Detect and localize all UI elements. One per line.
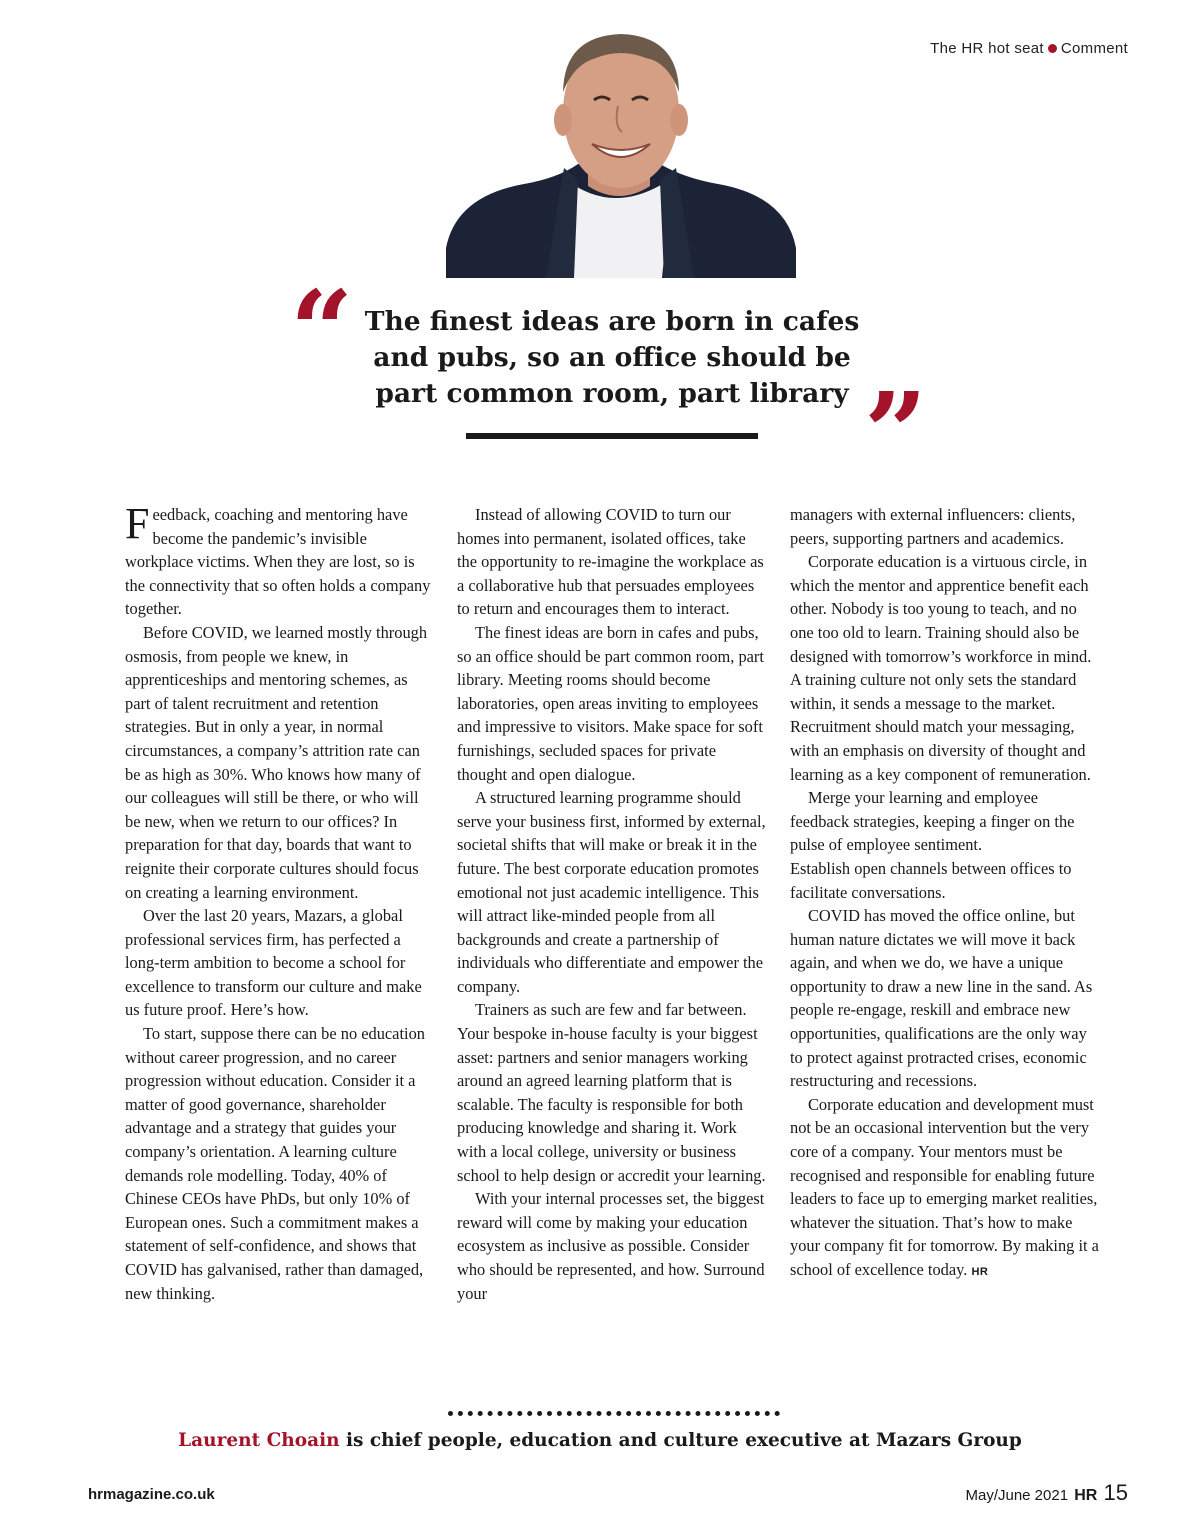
section-label: The HR hot seat bbox=[930, 40, 1044, 57]
drop-cap: F bbox=[125, 499, 150, 548]
bullet-dot-icon bbox=[1048, 44, 1057, 53]
article-column-3 bbox=[790, 503, 1100, 1285]
article-body bbox=[125, 499, 1100, 1363]
article-column-2 bbox=[457, 503, 767, 1305]
paragraph: Instead of allowing COVID to turn our homes into permanent, isolated offices, take the opportunity to re-imagine the workplace as a collaborative hub that persuades employees to return and encourages them to interact. bbox=[457, 505, 764, 619]
author-portrait bbox=[446, 18, 796, 278]
open-quote-mark: “ bbox=[290, 266, 354, 395]
paragraph: Before COVID, we learned mostly through osmosis, from people we knew, in apprenticeships and mentoring schemes, as part of talent recruitment and retention strategies. But in only a year, in normal circumstances, a company’s attrition rate can be as high as 30%. Who knows how many of our colleagues will still be there, or who will be new, when we return to our offices? In preparation for that day, boards that want to reignite their corporate cultures should focus on creating a learning environment. bbox=[125, 622, 428, 902]
end-mark: HR bbox=[971, 1266, 989, 1278]
paragraph: managers with external influencers: clients, peers, supporting partners and academics. bbox=[790, 505, 1076, 548]
article-column-1 bbox=[125, 499, 435, 1305]
website-link[interactable]: hrmagazine.co.uk bbox=[88, 1486, 215, 1503]
paragraph-text: Corporate education and development must not be an occasional intervention but the very core of a company. Your mentors must be recognised and responsible for enabling future leaders to face up to emerging market realities, whatever the situation. That’s how to make your company fit for tomorrow. By making it a school of excellence today. bbox=[790, 1094, 1099, 1279]
paragraph: Establish open channels between offices to facilitate conversations. bbox=[790, 858, 1072, 902]
author-bio bbox=[0, 1430, 1200, 1451]
paragraph bbox=[125, 499, 435, 621]
paragraph: With your internal processes set, the biggest reward will come by making your education ecosystem as inclusive as possible. Consider who should be represented, and how. Surround your bbox=[457, 1189, 765, 1303]
page-footer bbox=[965, 1480, 1128, 1506]
subsection-label: Comment bbox=[1060, 40, 1128, 57]
paragraph: COVID has moved the office online, but human nature dictates we will move it back again, and when we do, we have a unique opportunity to draw a new line in the sand. As people re-engage, reskill and embrace new opportunities, qualifications are the only way to protect against protracted crises, economic restructuring and recessions. bbox=[790, 906, 1093, 1091]
close-quote-mark: ” bbox=[864, 368, 928, 497]
magazine-brand: HR bbox=[1074, 1487, 1098, 1504]
pull-quote bbox=[290, 266, 940, 497]
issue-date: May/June 2021 bbox=[965, 1487, 1069, 1504]
paragraph: The finest ideas are born in cafes and pubs, so an office should be part common room, part library. Meeting rooms should become laboratories, open areas inviting to employees and impressive to visitors. Make space for soft furnishings, secluded spaces for private thought and open dialogue. bbox=[457, 622, 764, 784]
paragraph: A structured learning programme should serve your business first, informed by external, societal shifts that will make or break it in the future. The best corporate education promotes emotional not just academic intelligence. This will attract like-minded people from all backgrounds and create a partnership of individuals who differentiate and empower the company. bbox=[457, 788, 766, 996]
paragraph: To start, suppose there can be no education without career progression, and no career progression without education. Consider it a matter of good governance, shareholder advantage and a strategy that guides your company’s orientation. A learning culture demands role modelling. Today, 40% of Chinese CEOs have PhDs, but only 10% of European ones. Such a commitment makes a statement of self-confidence, and shows that COVID has galvanised, rather than damaged, new thinking. bbox=[125, 1024, 425, 1303]
paragraph: Over the last 20 years, Mazars, a global professional services firm, has perfected a long-term ambition to become a school for excellence to transform our culture and make us future proof. Here’s how. bbox=[125, 906, 422, 1020]
paragraph: Corporate education is a virtuous circle, in which the mentor and apprentice benefit each other. Nobody is too young to teach, and no one too old to learn. Training should also be designed with tomorrow’s workforce in mind. A training culture not only sets the standard within, it sends a message to the market. Recruitment should match your messaging, with an emphasis on diversity of thought and learning as a key component of remuneration. bbox=[790, 552, 1092, 784]
dotted-divider bbox=[448, 1411, 780, 1416]
paragraph bbox=[790, 1093, 1100, 1285]
paragraph: Merge your learning and employee feedback strategies, keeping a finger on the pulse of employee sentiment. bbox=[790, 788, 1075, 855]
author-role: is chief people, education and culture executive at Mazars Group bbox=[346, 1430, 1022, 1451]
page-number: 15 bbox=[1103, 1480, 1128, 1505]
author-name: Laurent Choain bbox=[178, 1430, 340, 1451]
section-tag bbox=[930, 40, 1128, 57]
quote-divider bbox=[466, 433, 758, 439]
pull-quote-text: The finest ideas are born in cafes and pubs, so an office should be part common room, part library bbox=[364, 306, 860, 409]
paragraph-text: eedback, coaching and mentoring have become the pandemic’s invisible workplace victims. When they are lost, so is the connectivity that so often holds a company together. bbox=[125, 505, 431, 619]
paragraph: Trainers as such are few and far between. Your bespoke in-house faculty is your biggest asset: partners and senior managers working around an agreed learning platform that is scalable. The faculty is responsible for both producing knowledge and sharing it. Work with a local college, university or business school to help design or accredit your learning. bbox=[457, 1000, 766, 1185]
